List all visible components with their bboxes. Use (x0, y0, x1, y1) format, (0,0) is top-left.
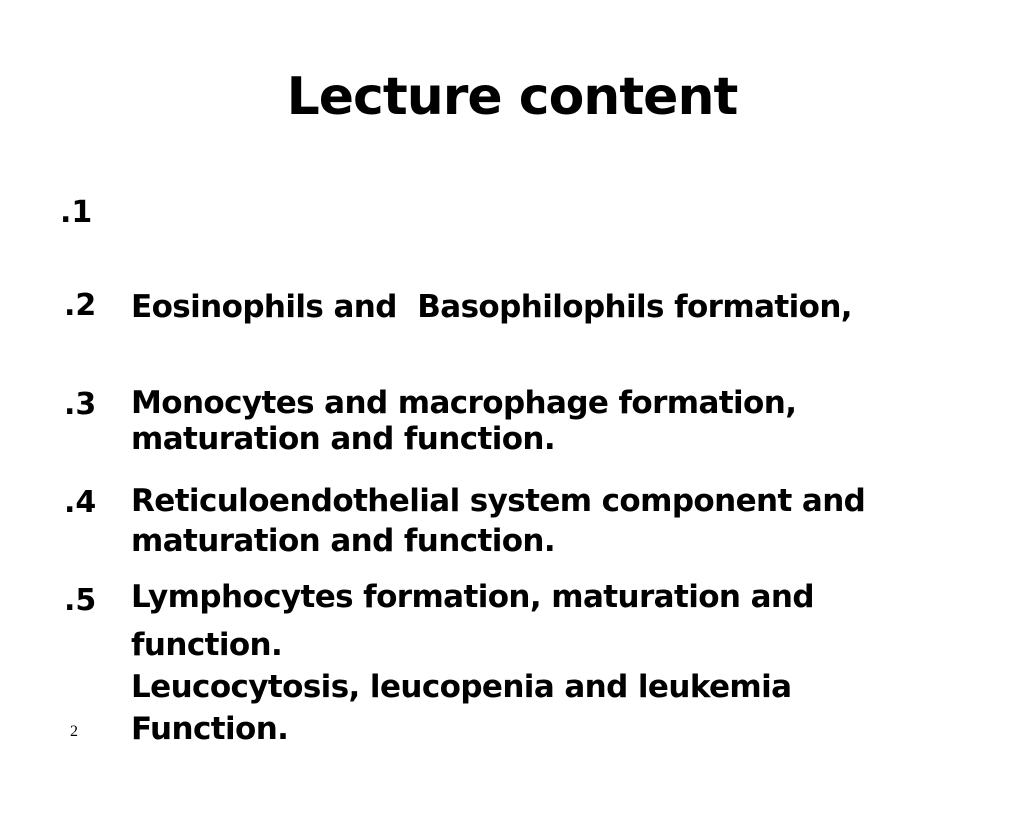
item-text-line: function. (131, 627, 283, 663)
item-text-line: Function. (131, 711, 289, 747)
item-text-line: Lymphocytes formation, maturation and (131, 579, 814, 615)
item-text-line: Reticuloendothelial system component and (131, 483, 866, 519)
item-number: .5 (64, 583, 97, 618)
page-number: 2 (70, 723, 78, 740)
item-text-line: maturation and function. (131, 523, 556, 559)
item-number: .1 (60, 195, 93, 230)
item-text-line: Monocytes and macrophage formation, (131, 385, 797, 421)
item-number: .2 (64, 288, 97, 323)
item-number: .4 (64, 485, 97, 520)
slide-title: Lecture content (286, 67, 738, 127)
item-text (131, 577, 1011, 797)
item-text-line: maturation and function. (131, 421, 556, 457)
item-text-line: Eosinophils and Basophilophils formation, (131, 289, 852, 325)
item-number: .3 (64, 387, 97, 422)
item-text-line: Leucocytosis, leucopenia and leukemia (131, 669, 792, 705)
